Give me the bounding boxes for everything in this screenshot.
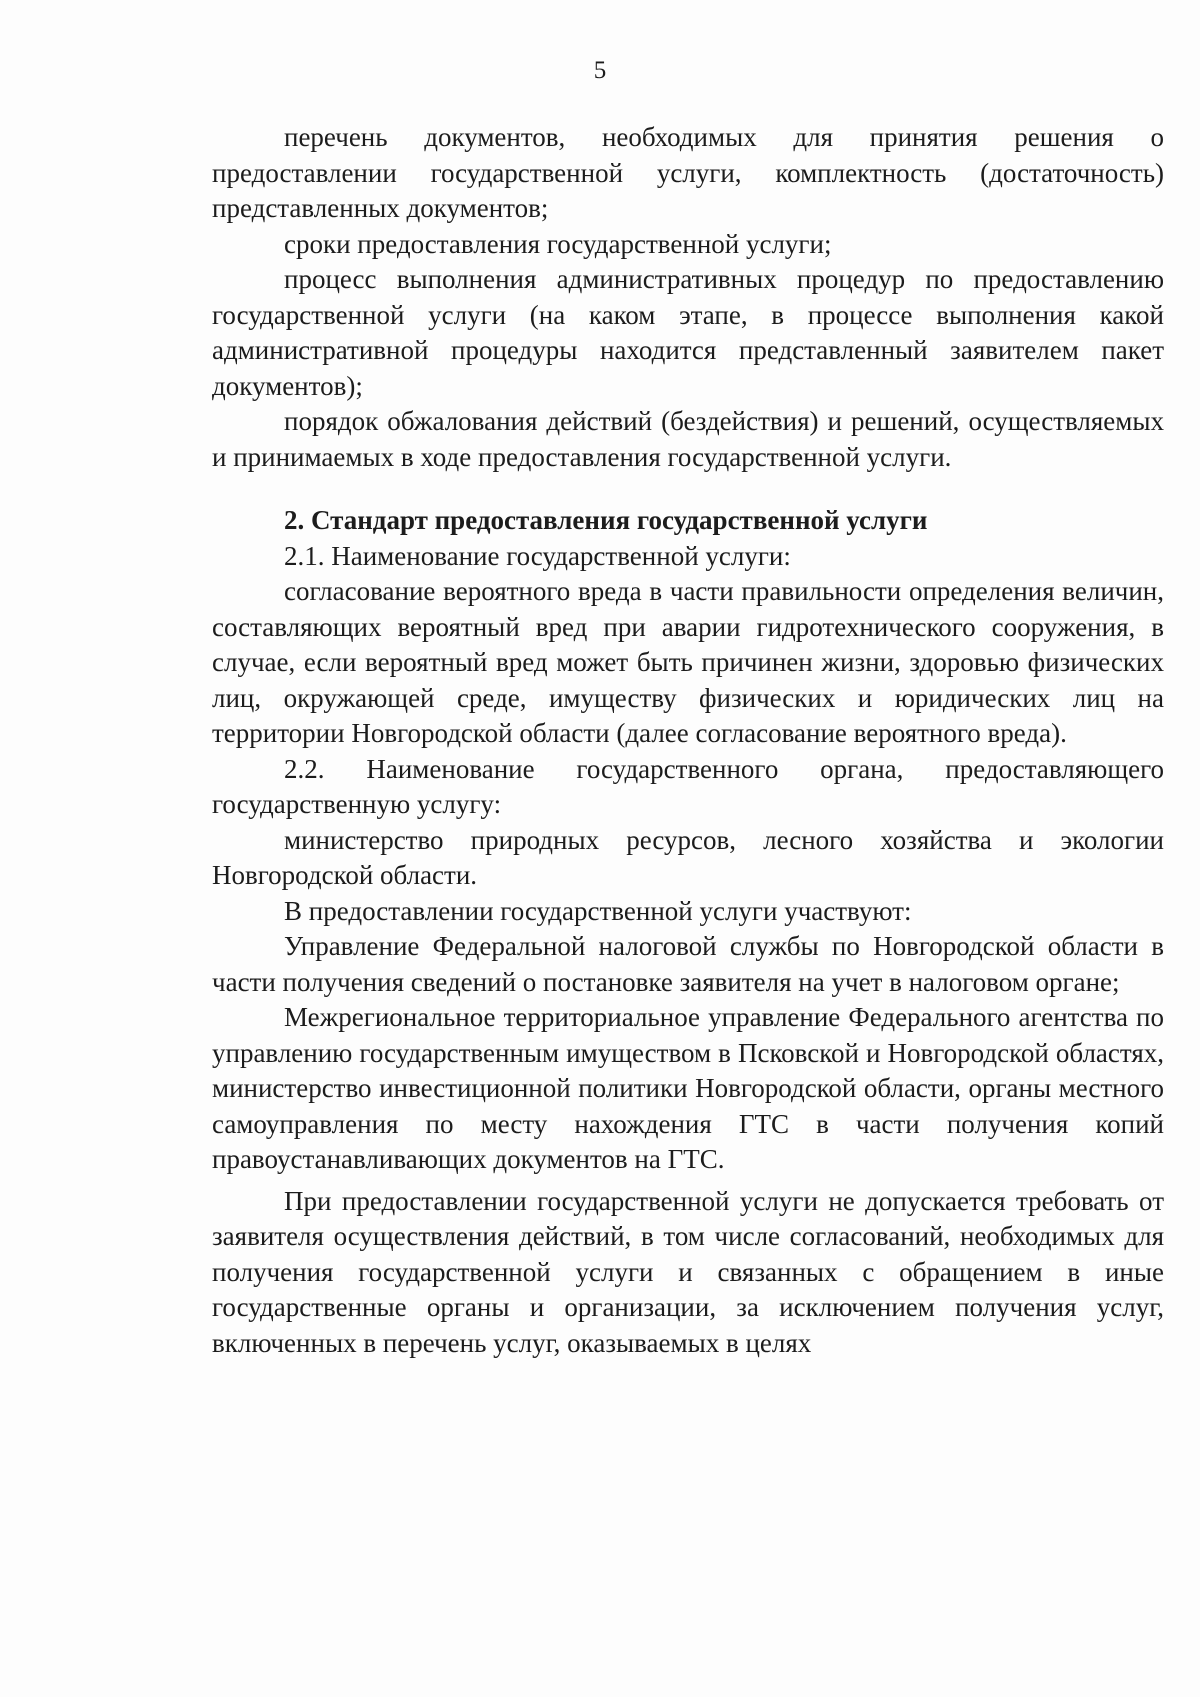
paragraph: 2.2. Наименование государственного органа, предоставляющего государственную услугу: [212, 753, 1164, 819]
paragraph: Межрегиональное территориальное управление Федерального агентства по управлению государственным имуществом в Псковской и Новгородской областях, министерство инвестиционной политики Новгородской области, органы местного самоуправления по месту нахождения ГТС в части получения копий правоустанавливающих документов на ГТС. [212, 1002, 1164, 1174]
paragraph: 2.1. Наименование государственной услуги: [284, 540, 791, 571]
paragraph: Управление Федеральной налоговой службы по Новгородской области в части получения сведений о постановке заявителя на учет в налоговом органе; [212, 931, 1164, 997]
document-body [212, 120, 1164, 1361]
paragraph: порядок обжалования действий (бездействия) и решений, осуществляемых и принимаемых в ходе предоставления государственной услуги. [212, 406, 1164, 472]
paragraph: процесс выполнения административных процедур по предоставлению государственной услуги (на каком этапе, в процессе выполнения какой административной процедуры находится представленный заявителем пакет документов); [212, 264, 1164, 401]
paragraph: При предоставлении государственной услуги не допускается требовать от заявителя осуществления действий, в том числе согласований, необходимых для получения государственной услуги и связанных с обращением в иные государственные органы и организации, за исключением получения услуг, включенных в перечень услуг, оказываемых в целях [212, 1185, 1164, 1358]
paragraph: министерство природных ресурсов, лесного хозяйства и экологии Новгородской области. [212, 824, 1164, 890]
paragraph: сроки предоставления государственной услуги; [284, 228, 832, 259]
section-heading: 2. Стандарт предоставления государственной услуги [284, 505, 928, 535]
paragraph: В предоставлении государственной услуги участвуют: [284, 895, 912, 926]
paragraph: перечень документов, необходимых для принятия решения о предоставлении государственной услуги, комплектность (достаточность) представленных документов; [212, 122, 1164, 223]
paragraph: согласование вероятного вреда в части правильности определения величин, составляющих вероятный вред при аварии гидротехнического сооружения, в случае, если вероятный вред может быть причинен жизни, здоровью физических лиц, окружающей среде, имуществу физических и юридических лиц на территории Новгородской области (далее согласование вероятного вреда). [212, 576, 1164, 748]
page-number: 5 [593, 57, 607, 84]
